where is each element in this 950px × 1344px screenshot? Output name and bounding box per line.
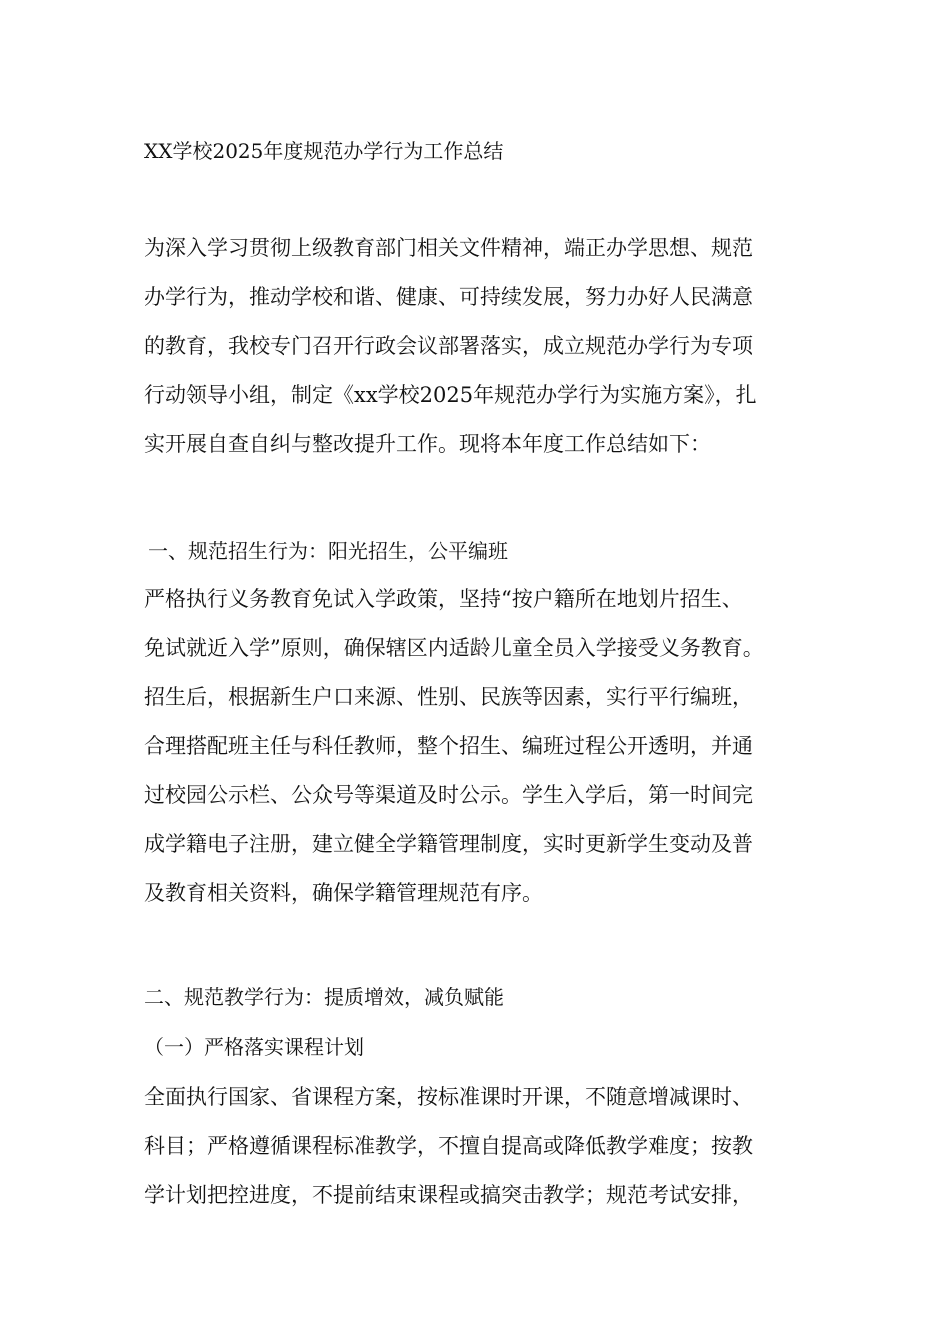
paragraph-line: 为深入学习贯彻上级教育部门相关文件精神，端正办学思想、规范 [144, 236, 753, 260]
paragraph-line: 成学籍电子注册，建立健全学籍管理制度，实时更新学生变动及普 [144, 832, 753, 856]
paragraph-line: 学计划把控进度，不提前结束课程或搞突击教学；规范考试安排， [144, 1183, 753, 1207]
section2-subheading: （一）严格落实课程计划 [144, 1035, 364, 1059]
paragraph-line: 招生后，根据新生户口来源、性别、民族等因素，实行平行编班， [144, 685, 753, 709]
intro-paragraph [144, 224, 824, 469]
section2-paragraph [144, 1073, 824, 1220]
paragraph-line: 免试就近入学”原则，确保辖区内适龄儿童全员入学接受义务教育。 [144, 636, 764, 660]
document-title: XX学校2025年度规范办学行为工作总结 [144, 139, 504, 163]
paragraph-line: 办学行为，推动学校和谐、健康、可持续发展，努力办好人民满意 [144, 285, 753, 309]
paragraph-line: 实开展自查自纠与整改提升工作。现将本年度工作总结如下： [144, 432, 711, 456]
paragraph-line: 的教育，我校专门召开行政会议部署落实，成立规范办学行为专项 [144, 334, 753, 358]
section1-heading: 一、规范招生行为：阳光招生，公平编班 [148, 539, 508, 563]
paragraph-line: 过校园公示栏、公众号等渠道及时公示。学生入学后，第一时间完 [144, 783, 753, 807]
section1-paragraph [144, 575, 824, 918]
paragraph-line: 科目；严格遵循课程标准教学，不擅自提高或降低教学难度；按教 [144, 1134, 753, 1158]
paragraph-line: 行动领导小组，制定《xx学校2025年规范办学行为实施方案》，扎 [144, 383, 757, 407]
section2-heading: 二、规范教学行为：提质增效，减负赋能 [144, 985, 504, 1009]
paragraph-line: 及教育相关资料，确保学籍管理规范有序。 [144, 881, 543, 905]
paragraph-line: 全面执行国家、省课程方案，按标准课时开课，不随意增减课时、 [144, 1085, 753, 1109]
paragraph-line: 合理搭配班主任与科任教师，整个招生、编班过程公开透明，并通 [144, 734, 753, 758]
paragraph-line: 严格执行义务教育免试入学政策，坚持“按户籍所在地划片招生、 [144, 587, 743, 611]
